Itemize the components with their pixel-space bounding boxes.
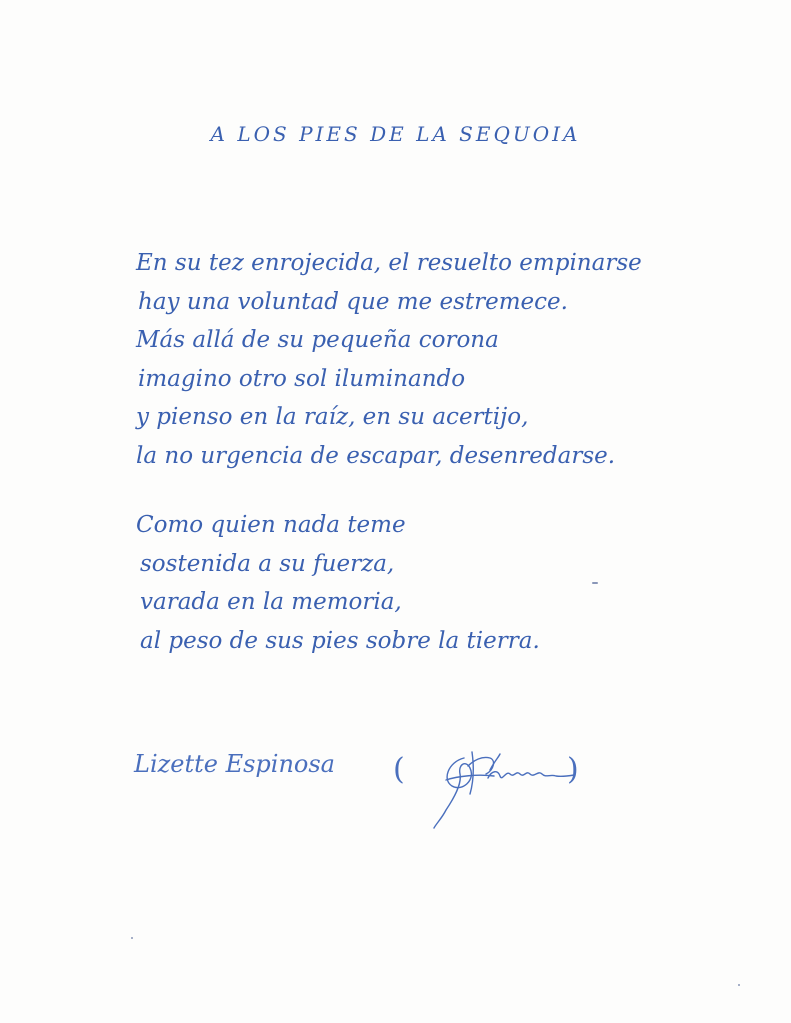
handwritten-signature-icon <box>428 740 578 830</box>
poem-line: hay una voluntad que me estremece. <box>138 288 568 315</box>
poem-line: sostenida a su fuerza, <box>140 550 395 577</box>
poem-line: varada en la memoria, <box>140 589 402 615</box>
poem-line: y pienso en la raíz, en su acertijo, <box>136 404 529 430</box>
stanza-2 <box>136 506 696 660</box>
poem-line: En su tez enrojecida, el resuelto empinarse <box>136 250 642 276</box>
author-name: Lizette Espinosa <box>134 750 335 778</box>
paper-speck <box>738 984 740 986</box>
stanza-1 <box>136 244 696 475</box>
poem-line: al peso de sus pies sobre la tierra. <box>140 627 540 654</box>
paper-speck <box>592 582 598 584</box>
poem-line: Como quien nada teme <box>136 512 406 538</box>
poem-line: la no urgencia de escapar, desenredarse. <box>136 442 616 469</box>
poem-line: Más allá de su pequeña corona <box>136 327 499 353</box>
signature-paren-open: ( <box>393 752 405 787</box>
poem-title: A LOS PIES DE LA SEQUOIA <box>210 122 581 146</box>
signature-paren-close: ) <box>567 752 579 787</box>
paper-speck <box>131 937 133 939</box>
poem-line: imagino otro sol iluminando <box>138 365 466 392</box>
